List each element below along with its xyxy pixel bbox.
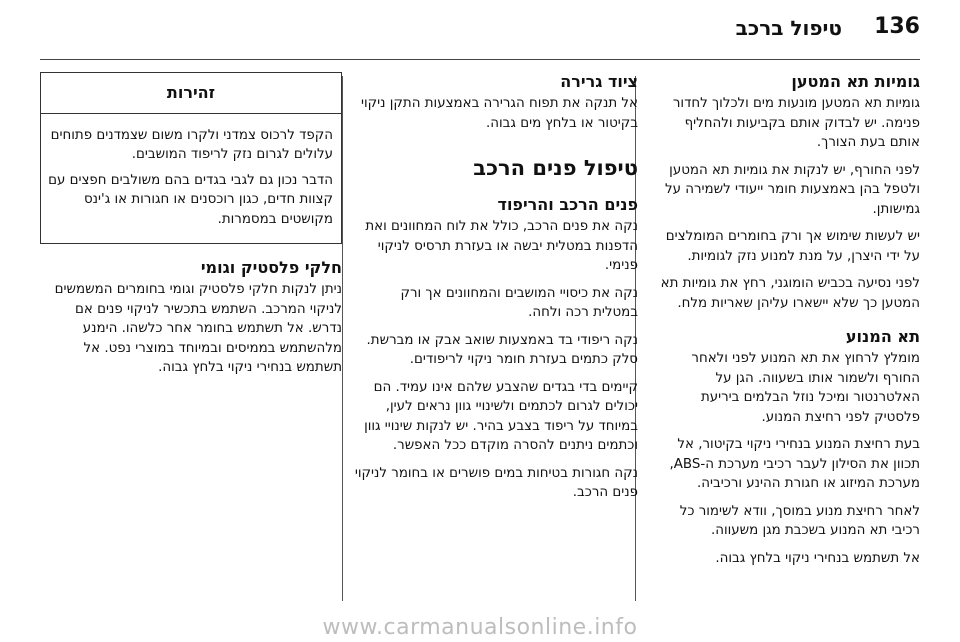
- trunk-seals-heading: גומיות תא המטען: [791, 72, 920, 91]
- interior-upholstery-heading: פנים הרכב והריפוד: [497, 195, 638, 214]
- trunk-paragraph-4: לפני נסיעה בכביש הומוגני, רחץ את גומיות תא המטען כך שלא יישארו עליהן שאריות מלח.: [660, 276, 920, 311]
- engine-compartment-heading: תא המנוע: [845, 327, 920, 346]
- engine-paragraph-2: בעת רחיצת המנוע בנחירי ניקוי בקיטור, אל תכוון את הסילון לעבר רכיבי מערכת ה-ABS, מערכת המיזוג או חגורת ההינע ורכיביה.: [669, 437, 920, 491]
- interior-care-heading: טיפול פנים הרכב: [473, 156, 638, 180]
- page-header: [0, 0, 960, 60]
- page-number: 136: [874, 14, 920, 39]
- right-column: [658, 72, 920, 576]
- left-column: [40, 72, 342, 386]
- towing-equipment-text: אל תנקה את תפוח הגרירה באמצעות התקן ניקוי בקיטור או בלחץ מים גבוה.: [361, 96, 638, 131]
- interior-paragraph-5: נקה חגורות בטיחות במים פושרים או בחומר לניקוי פנים הרכב.: [354, 465, 638, 500]
- interior-paragraph-4: קיימים בדי בגדים שהצבע שלהם אינו עמיד. הם יכולים לגרום לכתמים ולשינויי גוון נראים לעין, במיוחד על ריפוד בצבע בהיר. יש לנקות שינויי גוון וכתמים ניתנים להסרה מוקדם ככל האפשר.: [364, 379, 638, 453]
- interior-paragraph-2: נקה את כיסויי המושבים והמחוונים אך ורק במטלית רכה ולחה.: [400, 285, 638, 320]
- caution-body: [41, 114, 341, 244]
- engine-paragraph-3: לאחר רחיצת מנוע במוסך, וודא לשימור כל רכיבי תא המנוע בשכבת מגן משעווה.: [679, 503, 920, 538]
- caution-title: זהירות: [41, 73, 341, 114]
- trunk-paragraph-3: יש לעשות שימוש אך ורק בחומרים המומלצים על ידי היצרן, על מנת למנוע נזק לגומיות.: [665, 229, 920, 264]
- caution-box: [40, 72, 342, 244]
- middle-column: [353, 72, 638, 511]
- engine-paragraph-4: אל תשתמש בנחירי ניקוי בלחץ גבוה.: [715, 550, 920, 566]
- watermark-url: www.carmanualsonline.info: [322, 615, 638, 640]
- interior-paragraph-1: נקה את פנים הרכב, כולל את לוח המחוונים ואת הדפנות במטלית יבשה או בעזרת תרסיס לניקוי פנימי.: [365, 219, 638, 273]
- towing-equipment-heading: ציוד גרירה: [560, 72, 638, 91]
- running-head: טיפול ברכב: [735, 16, 842, 40]
- engine-paragraph-1: מומלץ לרחוץ את תא המנוע לפני ולאחר החורף ולשמור אותו בשעווה. הגן על האלטרנטור ומיכל נוזל הבלמים ביריעת פלסטיק לפני רחיצת המנוע.: [691, 351, 920, 425]
- caution-paragraph-1: הקפד לרכוס צמדני ולקרו משום שצמדנים פתוחים עלולים לגרום נזק לריפוד המושבים.: [50, 127, 333, 162]
- trunk-paragraph-2: לפני החורף, יש לנקות את גומיות תא המטען ולטפל בהן באמצעות חומר ייעודי לשמירה על גמישותן.: [664, 162, 920, 217]
- plastic-rubber-text: ניתן לנקות חלקי פלסטיק וגומי בחומרים המשמשים לניקוי המרכב. השתמש בתכשיר לניקוי פנים אם נדרש. אל תשתמש בחומר אחר כלשהו. הימנע מלהשתמש בממיסים ובמיוחד במוצרי נפט. אל תשתמש בנחירי ניקוי בלחץ גבוה.: [54, 282, 342, 375]
- caution-paragraph-2: הדבר נכון גם לגבי בגדים בהם משולבים חפצים עם קצוות חדים, כגון רוכסנים או חגורות או ג'ינס מקושטים במסמרות.: [48, 172, 333, 227]
- header-rule: [40, 59, 920, 60]
- plastic-rubber-heading: חלקי פלסטיק וגומי: [200, 258, 342, 277]
- interior-paragraph-3: נקה ריפודי בד באמצעות שואב אבק או מברשת. סלק כתמים בעזרת חומר ניקוי לריפודים.: [366, 332, 638, 367]
- column-divider-left: [342, 76, 343, 601]
- trunk-paragraph-1: גומיות תא המטען מונעות מים ולכלוך לחדור פנימה. יש לבדוק אותם בקביעות ולהחליף אותם בעת הצורך.: [672, 96, 920, 150]
